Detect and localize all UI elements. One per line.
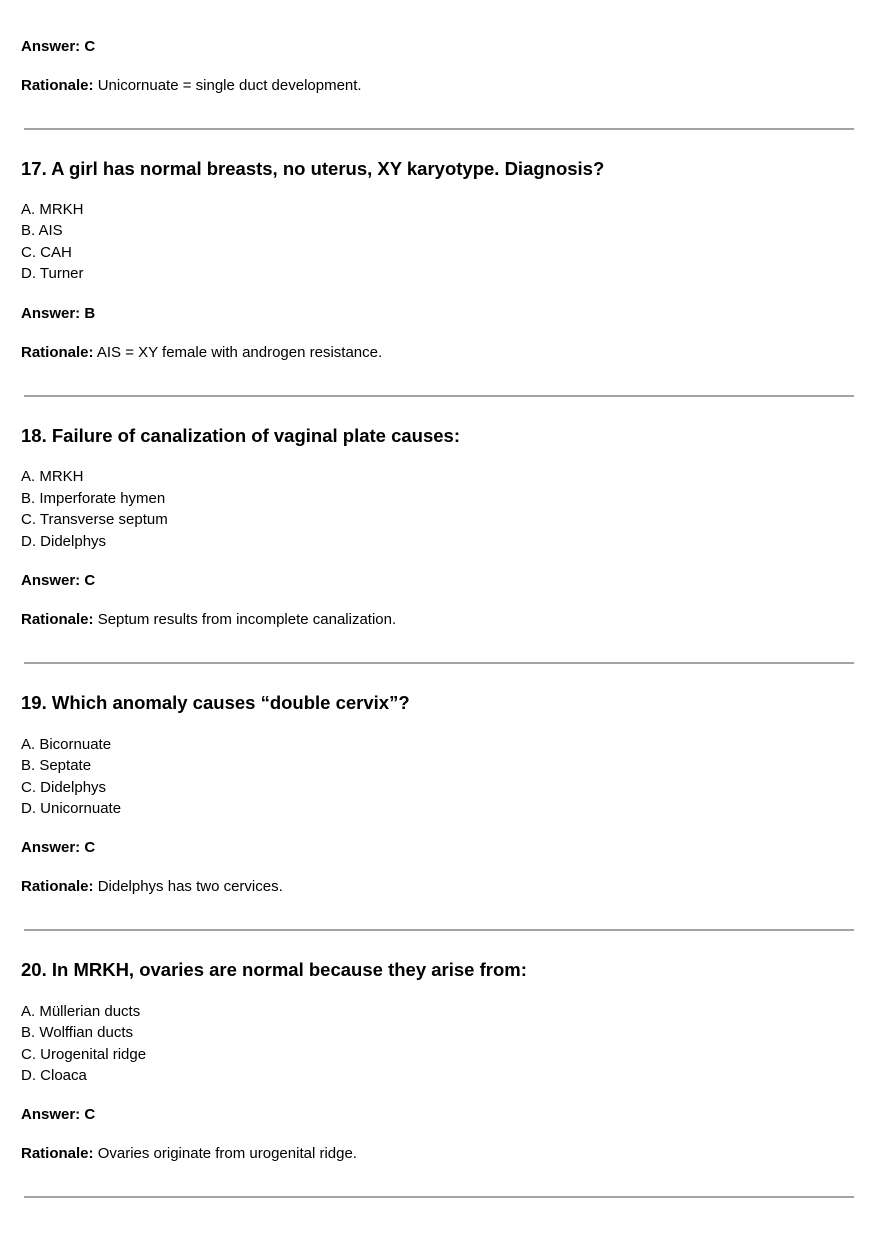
option-b: B. AIS	[21, 222, 63, 239]
question-title: 18. Failure of canalization of vaginal plate causes:	[21, 425, 460, 446]
answer-line	[21, 38, 95, 56]
divider	[24, 395, 854, 397]
question-title: 19. Which anomaly causes “double cervix”?	[21, 692, 410, 713]
divider	[24, 662, 854, 664]
option-a: A. MRKH	[21, 201, 84, 218]
rationale-text: AIS = XY female with androgen resistance.	[96, 344, 383, 361]
option-b: B. Septate	[21, 757, 92, 774]
rationale-line	[21, 878, 283, 896]
question-title: 20. In MRKH, ovaries are normal because they arise from:	[21, 959, 527, 980]
rationale-line	[21, 77, 362, 95]
option-c: C. Urogenital ridge	[21, 1046, 147, 1063]
option-b: B. Wolffian ducts	[21, 1024, 134, 1041]
answer-line	[21, 839, 95, 857]
answer-value: C	[84, 38, 96, 55]
divider	[24, 929, 854, 931]
rationale-text: Didelphys has two cervices.	[97, 878, 283, 895]
option-d: D. Turner	[21, 265, 84, 282]
option-b: B. Imperforate hymen	[21, 490, 166, 507]
option-c: C. Didelphys	[21, 779, 107, 796]
rationale-text: Ovaries originate from urogenital ridge.	[97, 1145, 357, 1162]
rationale-label: Rationale:	[21, 878, 94, 895]
answer-label: Answer:	[21, 839, 81, 856]
option-c: C. Transverse septum	[21, 511, 168, 528]
answer-line	[21, 1106, 95, 1124]
answer-value: C	[84, 1106, 96, 1123]
rationale-label: Rationale:	[21, 611, 94, 628]
rationale-text: Unicornuate = single duct development.	[97, 77, 362, 94]
answer-value: C	[84, 572, 96, 589]
rationale-label: Rationale:	[21, 344, 94, 361]
answer-line	[21, 305, 95, 323]
option-d: D. Unicornuate	[21, 800, 122, 817]
rationale-line	[21, 344, 382, 362]
rationale-text: Septum results from incomplete canalization.	[97, 611, 397, 628]
answer-value: B	[84, 305, 96, 322]
answer-line	[21, 572, 95, 590]
rationale-line	[21, 1145, 357, 1163]
option-d: D. Didelphys	[21, 533, 107, 550]
answer-label: Answer:	[21, 572, 81, 589]
divider	[24, 128, 854, 130]
option-a: A. Bicornuate	[21, 736, 112, 753]
option-a: A. Müllerian ducts	[21, 1003, 141, 1020]
answer-label: Answer:	[21, 305, 81, 322]
answer-label: Answer:	[21, 38, 81, 55]
rationale-line	[21, 611, 396, 629]
rationale-label: Rationale:	[21, 1145, 94, 1162]
divider	[24, 1196, 854, 1198]
rationale-label: Rationale:	[21, 77, 94, 94]
option-a: A. MRKH	[21, 468, 84, 485]
answer-label: Answer:	[21, 1106, 81, 1123]
answer-value: C	[84, 839, 96, 856]
option-d: D. Cloaca	[21, 1067, 87, 1084]
question-title: 17. A girl has normal breasts, no uterus, XY karyotype. Diagnosis?	[21, 158, 605, 179]
option-c: C. CAH	[21, 244, 72, 261]
